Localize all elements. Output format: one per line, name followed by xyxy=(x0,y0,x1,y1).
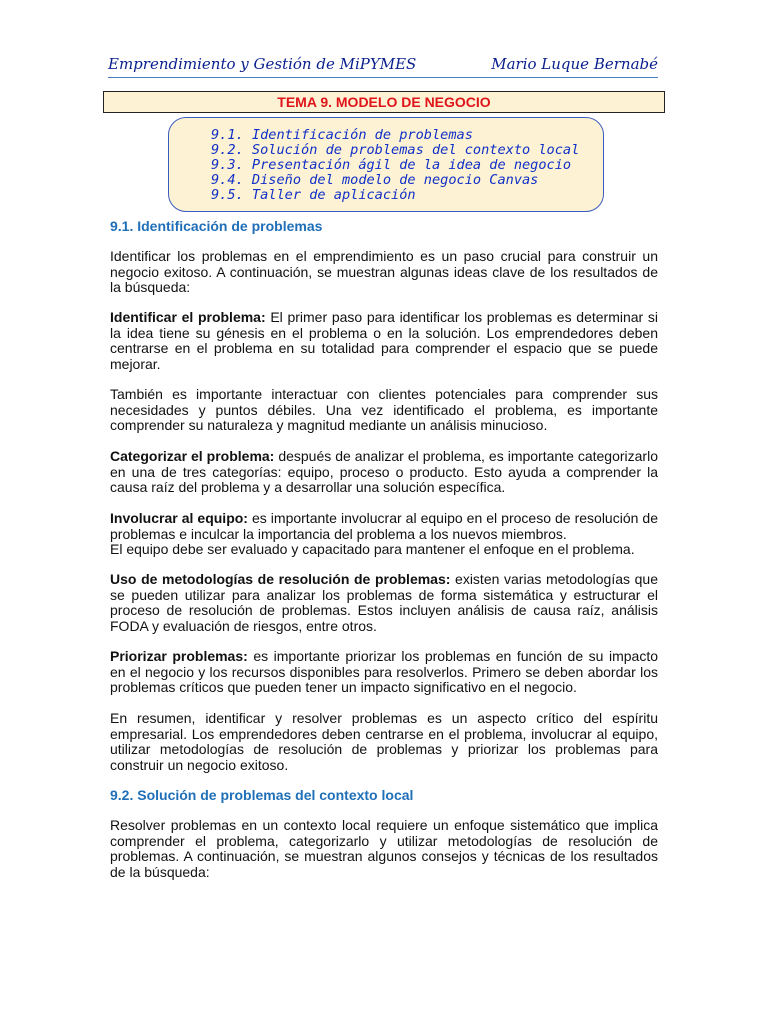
author-name: Mario Luque Bernabé xyxy=(491,55,658,73)
paragraph: Identificar los problemas en el emprendimiento es un paso crucial para construir un negocio exitoso. A continuación, se muestran algunas ideas clave de los resultados de la búsqueda: xyxy=(110,248,658,295)
paragraph: También es importante interactuar con clientes potenciales para comprender sus necesidades y puntos débiles. Una vez identificado el problema, es importante comprender su naturaleza y magnitud mediante un análisis minucioso. xyxy=(110,386,658,433)
paragraph-label: Identificar el problema: xyxy=(110,309,266,325)
paragraph: Resolver problemas en un contexto local requiere un enfoque sistemático que implica comprender el problema, categorizarlo y utilizar metodologías de resolución de problemas. A continuación, se muestran algunos consejos y técnicas de los resultados de la búsqueda: xyxy=(110,817,658,880)
toc-item: 9.2. Solución de problemas del contexto local xyxy=(211,142,580,158)
paragraph-text: después de analizar el problema, es importante categorizarlo en una de tres categorías: equipo, proceso o producto. Esto ayuda a comprender la causa raíz del problema y a desarrollar una solución específica. xyxy=(110,448,658,495)
paragraph-text: es importante involucrar al equipo en el proceso de resolución de problemas e inculcar la importancia del problema a los nuevos miembros. xyxy=(110,510,659,542)
paragraph xyxy=(110,310,658,372)
paragraph-text: existen varias metodologías que se pueden utilizar para analizar los problemas de forma sistemática y estructurar el proceso de resolución de problemas. Estos incluyen análisis de causa raíz, análisis FODA y evaluación de riesgos, entre otros. xyxy=(110,571,658,634)
paragraph xyxy=(110,649,658,696)
paragraph-text: El primer paso para identificar los problemas es determinar si la idea tiene su génesis en el problema o en la solución. Los emprendedores deben centrarse en el problema en su totalidad para comprender el espacio que se puede mejorar. xyxy=(110,309,658,372)
paragraph-label: Uso de metodologías de resolución de problemas: xyxy=(110,571,451,587)
section-heading: 9.1. Identificación de problemas xyxy=(110,218,323,234)
paragraph xyxy=(110,449,658,496)
paragraph-label: Involucrar al equipo: xyxy=(110,510,248,526)
paragraph-text: es importante priorizar los problemas en función de su impacto en el negocio y los recursos disponibles para resolverlos. Primero se deben abordar los problemas críticos que pueden tener un impacto significativo en el negocio. xyxy=(110,648,658,695)
toc-item: 9.1. Identificación de problemas xyxy=(211,127,473,143)
paragraph xyxy=(110,511,658,558)
toc-item: 9.4. Diseño del modelo de negocio Canvas xyxy=(211,172,539,188)
toc-item: 9.5. Taller de aplicación xyxy=(211,187,416,203)
paragraph-label: Categorizar el problema: xyxy=(110,448,275,464)
page-header xyxy=(108,55,658,78)
paragraph-label: Priorizar problemas: xyxy=(110,648,248,664)
paragraph: En resumen, identificar y resolver problemas es un aspecto crítico del espíritu empresarial. Los emprendedores deben centrarse en el problema, involucrar al equipo, utilizar metodologías de resolución de problemas y priorizar los problemas para construir un negocio exitoso. xyxy=(110,710,658,773)
chapter-title: TEMA 9. MODELO DE NEGOCIO xyxy=(103,91,665,113)
paragraph xyxy=(110,572,658,634)
section-heading: 9.2. Solución de problemas del contexto local xyxy=(110,787,414,803)
toc-item: 9.3. Presentación ágil de la idea de negocio xyxy=(211,157,572,173)
table-of-contents xyxy=(168,117,604,212)
course-title: Emprendimiento y Gestión de MiPYMES xyxy=(108,55,417,73)
paragraph-text: El equipo debe ser evaluado y capacitado para mantener el enfoque en el problema. xyxy=(110,541,635,557)
